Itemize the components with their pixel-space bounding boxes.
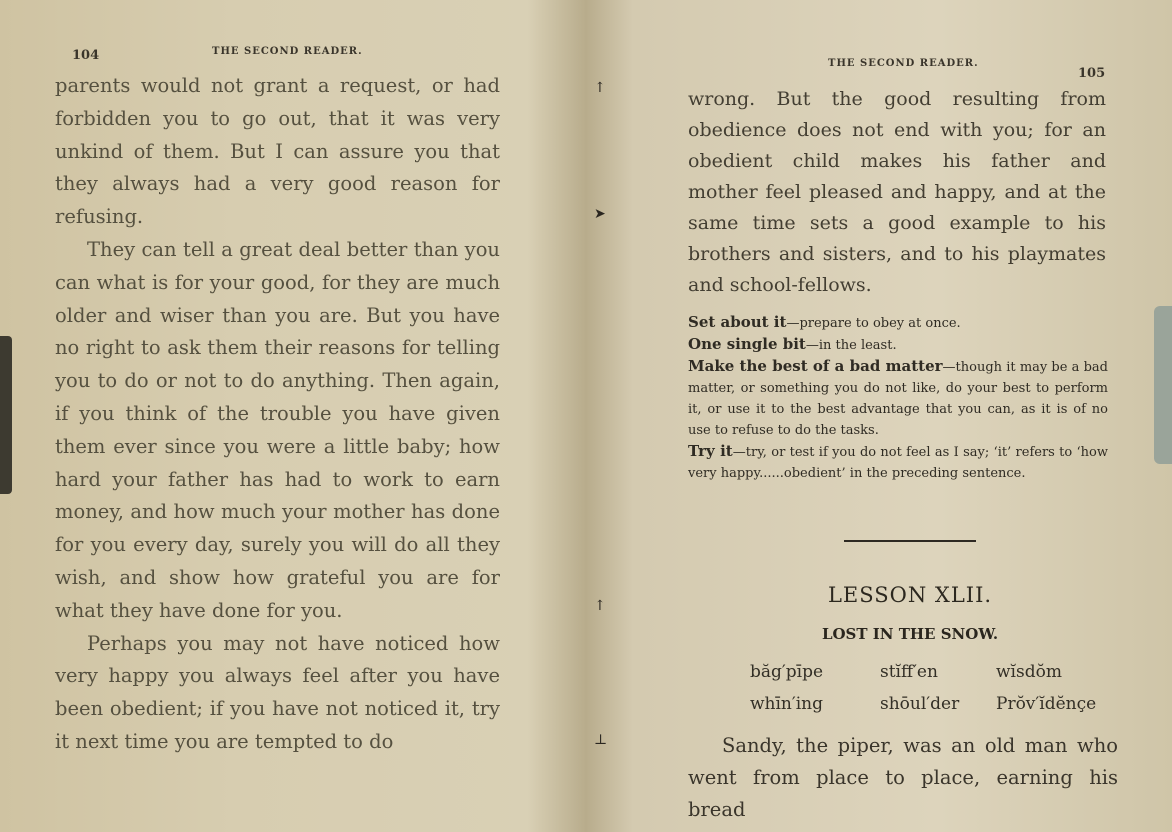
gutter-mark: ➤ xyxy=(594,206,606,222)
vocab-word: wĭsdŏm xyxy=(996,662,1062,682)
gutter-mark: ⊥ xyxy=(594,732,608,748)
note-text: —prepare to obey at once. xyxy=(786,316,961,331)
left-page-body xyxy=(55,70,500,759)
right-paragraph: wrong. But the good resulting from obedience does not end with you; for an obedient child makes his father and mother feel pleased and happy, and at the same time sets a good example to his brothers and sisters, and to his playmates and school-fellows. xyxy=(688,88,1106,296)
left-page-number: 104 xyxy=(72,48,100,63)
left-paragraph-3: Perhaps you may not have noticed how very happy you always feel after you have been obedient; if you have not noticed it, try it next time you are tempted to do xyxy=(55,631,500,753)
note-term: Make the best of a bad matter xyxy=(688,357,943,375)
lesson-title: LOST IN THE SNOW. xyxy=(821,625,999,643)
note-text: —though it may be a bad matter, or something you do not like, do your best to perform it, or use it to the best advantage that you can, as it is of no use to refuse to do the tasks. xyxy=(688,360,1108,438)
vocab-word: Prŏv′ĭdĕnçe xyxy=(996,694,1097,714)
left-running-head: THE SECOND READER. xyxy=(212,46,363,57)
note-term: Set about it xyxy=(688,313,787,331)
note xyxy=(688,312,1108,334)
notes-section xyxy=(688,312,1108,484)
right-running-head: THE SECOND READER. xyxy=(828,58,979,69)
note xyxy=(688,356,1108,441)
note xyxy=(688,334,1108,356)
note-text: —in the least. xyxy=(805,338,897,353)
gutter-mark: ↑ xyxy=(594,598,606,614)
vocab-word: stĭff′en xyxy=(880,662,938,682)
right-page-number: 105 xyxy=(1078,66,1106,81)
note-text: —try, or test if you do not feel as I say; ‘it’ refers to ‘how very happy......obedient’ in the preceding sentence. xyxy=(688,445,1108,481)
note xyxy=(688,441,1108,484)
left-paragraph-2: They can tell a great deal better than you can what is for your good, for they are much older and wiser than you are. But you have no right to ask them their reasons for telling you to do or not to do anything. Then again, if you think of the trouble you have given them ever since you were a little baby; how hard your father has had to work to earn money, and how much your mother has done for you every day, surely you will do all they wish, and show how grateful you are for what they have done for you. xyxy=(55,237,500,622)
left-paragraph-1: parents would not grant a request, or had forbidden you to go out, that it was very unkind of them. But I can assure you that they always had a very good reason for refusing. xyxy=(55,74,500,229)
vocab-word: shōul′der xyxy=(880,694,960,714)
story-paragraph: Sandy, the piper, was an old man who went from place to place, earning his bread xyxy=(688,734,1118,821)
right-page-body xyxy=(688,84,1106,301)
gutter-mark: ↑ xyxy=(594,80,606,96)
right-page xyxy=(600,0,1172,832)
story-body xyxy=(688,730,1118,826)
lesson-number: LESSON XLII. xyxy=(827,583,993,607)
vocab-word: băg′pīpe xyxy=(750,662,824,682)
note-term: One single bit xyxy=(688,335,806,353)
section-divider xyxy=(844,540,976,542)
note-term: Try it xyxy=(688,442,733,460)
vocab-word: whīn′ing xyxy=(750,694,824,714)
